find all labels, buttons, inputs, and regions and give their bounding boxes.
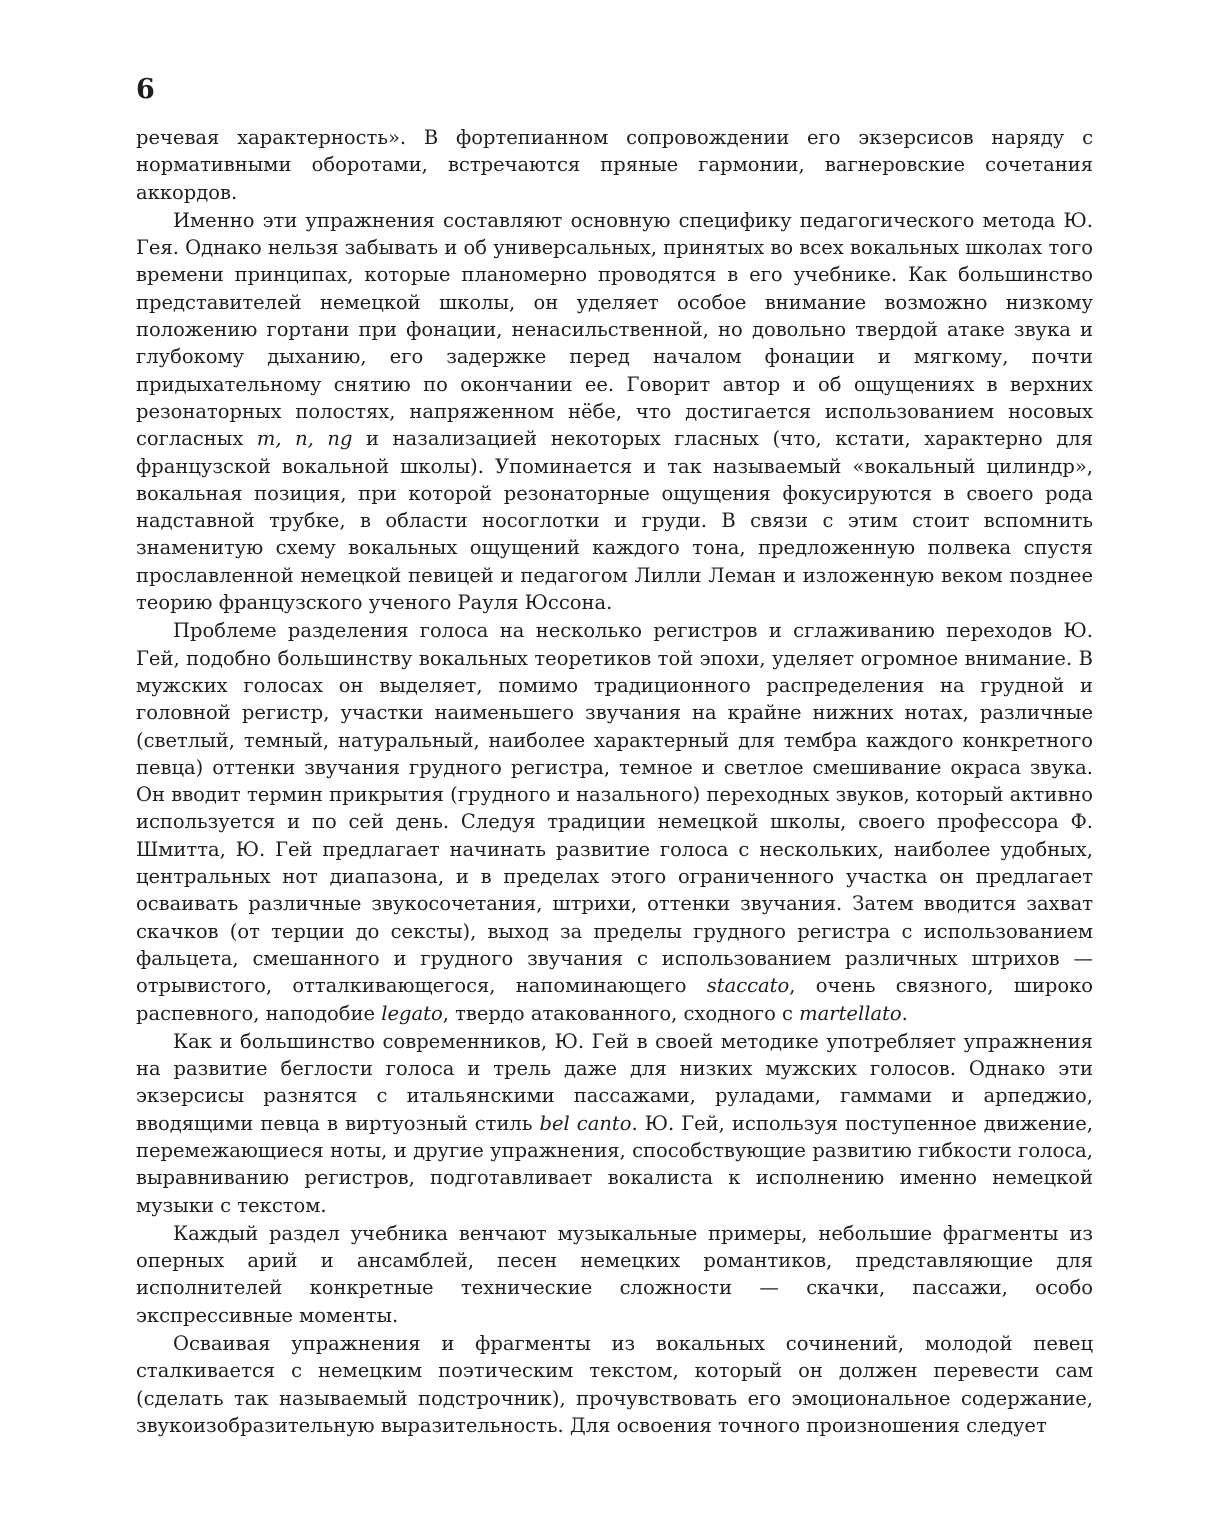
paragraph-6: [136, 1330, 1093, 1439]
text-run: , твердо атакованного, сходного с: [442, 1001, 800, 1025]
paragraph-3: [136, 617, 1093, 1026]
page-number: 6: [136, 74, 155, 105]
text-run: речевая характерность». В фортепианном сопровождении его экзерсисов наряду с нормативными оборотами, встречаются пряные гармонии, вагнеровские сочетания аккордов.: [136, 126, 1093, 204]
text-run: .: [901, 1001, 908, 1025]
text-run: Как и большинство современников, Ю. Гей в своей методике употребляет упражнения на развитие беглости голоса и трель даже для низких мужских голосов. Однако эти экзерсисы разнятся с итальянскими пассажами, руладами, гаммами и арпеджио, вводящими певца в виртуозный стиль: [136, 1029, 1093, 1135]
text-run: Осваивая упражнения и фрагменты из вокальных сочинений, молодой певец сталкивается с немецким поэтическим текстом, который он должен перевести сам (сделать так называемый подстрочник), прочувствовать его эмоциональное содержание, звукоизобразительную выразительность. Для освоения точного произношения следует: [136, 1332, 1093, 1437]
text-run: , очень связного, широко распевного, наподобие: [136, 974, 1093, 1025]
italic-term: bel canto: [539, 1111, 632, 1135]
paragraph-5: [136, 1220, 1093, 1329]
text-run: и назализацией некоторых гласных (что, кстати, характерно для французской вокальной школы). Упоминается и так называемый «вокальный цилиндр», вокальная позиция, при которой резонаторные ощущения фокусируются в своего рода надставной трубке, в области носоглотки и груди. В связи с этим стоит вспомнить знаменитую схему вокальных ощущений каждого тона, предложенную полвека спустя прославленной немецкой певицей и педагогом Лилли Леман и изложенную веком позднее теорию французского ученого Рауля Юссона.: [136, 427, 1093, 615]
text-run: Именно эти упражнения составляют основную специфику педагогического метода Ю. Гея. Однако нельзя забывать и об универсальных, принятых во всех вокальных школах того времени принципах, которые планомерно проводятся в его учебнике. Как большинство представителей немецкой школы, он уделяет особое внимание возможно низкому положению гортани при фонации, ненасильственной, но довольно твердой атаке звука и глубокому дыханию, его задержке перед началом фонации и мягкому, почти придыхательному снятию по окончании ее. Говорит автор и об ощущениях в верхних резонаторных полостях, напряженном нёбе, что достигается использованием носовых согласных: [136, 208, 1093, 451]
italic-term: martellato: [799, 1001, 902, 1025]
italic-term: staccato: [706, 974, 790, 998]
italic-term: legato: [381, 1001, 443, 1025]
paragraph-1: [136, 124, 1093, 206]
body-text: [136, 124, 1093, 1439]
text-run: Каждый раздел учебника венчают музыкальные примеры, небольшие фрагменты из оперных арий и ансамблей, песен немецких романтиков, представляющие для исполнителей конкретные технические сложности — скачки, пассажи, особо экспрессивные моменты.: [136, 1221, 1093, 1327]
text-run: Проблеме разделения голоса на несколько регистров и сглаживанию переходов Ю. Гей, подобно большинству вокальных теоретиков той эпохи, уделяет огромное внимание. В мужских голосах он выделяет, помимо традиционного распределения на грудной и головной регистр, участки наименьшего звучания на крайне нижних нотах, различные (светлый, темный, натуральный, наиболее характерный для тембра каждого конкретного певца) оттенки звучания грудного регистра, темное и светлое смешивание окраса звука. Он вводит термин прикрытия (грудного и назального) переходных звуков, который активно используется и по сей день. Следуя традиции немецкой школы, своего профессора Ф. Шмитта, Ю. Гей предлагает начинать развитие голоса с нескольких, наиболее удобных, центральных нот диапазона, и в пределах этого ограниченного участка он предлагает осваивать различные звукосочетания, штрихи, оттенки звучания. Затем вводится захват скачков (от терции до сексты), выход за пределы грудного регистра с использованием фальцета, смешанного и грудного звучания с использованием различных штрихов — отрывистого, отталкивающегося, напоминающего: [136, 619, 1093, 998]
text-run: . Ю. Гей, используя поступенное движение, перемежающиеся ноты, и другие упражнения, способствующие развитию гибкости голоса, выравниванию регистров, подготавливает вокалиста к исполнению именно немецкой музыки с текстом.: [136, 1111, 1093, 1217]
italic-term: m, n, ng: [256, 427, 353, 451]
paragraph-2: [136, 207, 1093, 616]
paragraph-4: [136, 1028, 1093, 1219]
